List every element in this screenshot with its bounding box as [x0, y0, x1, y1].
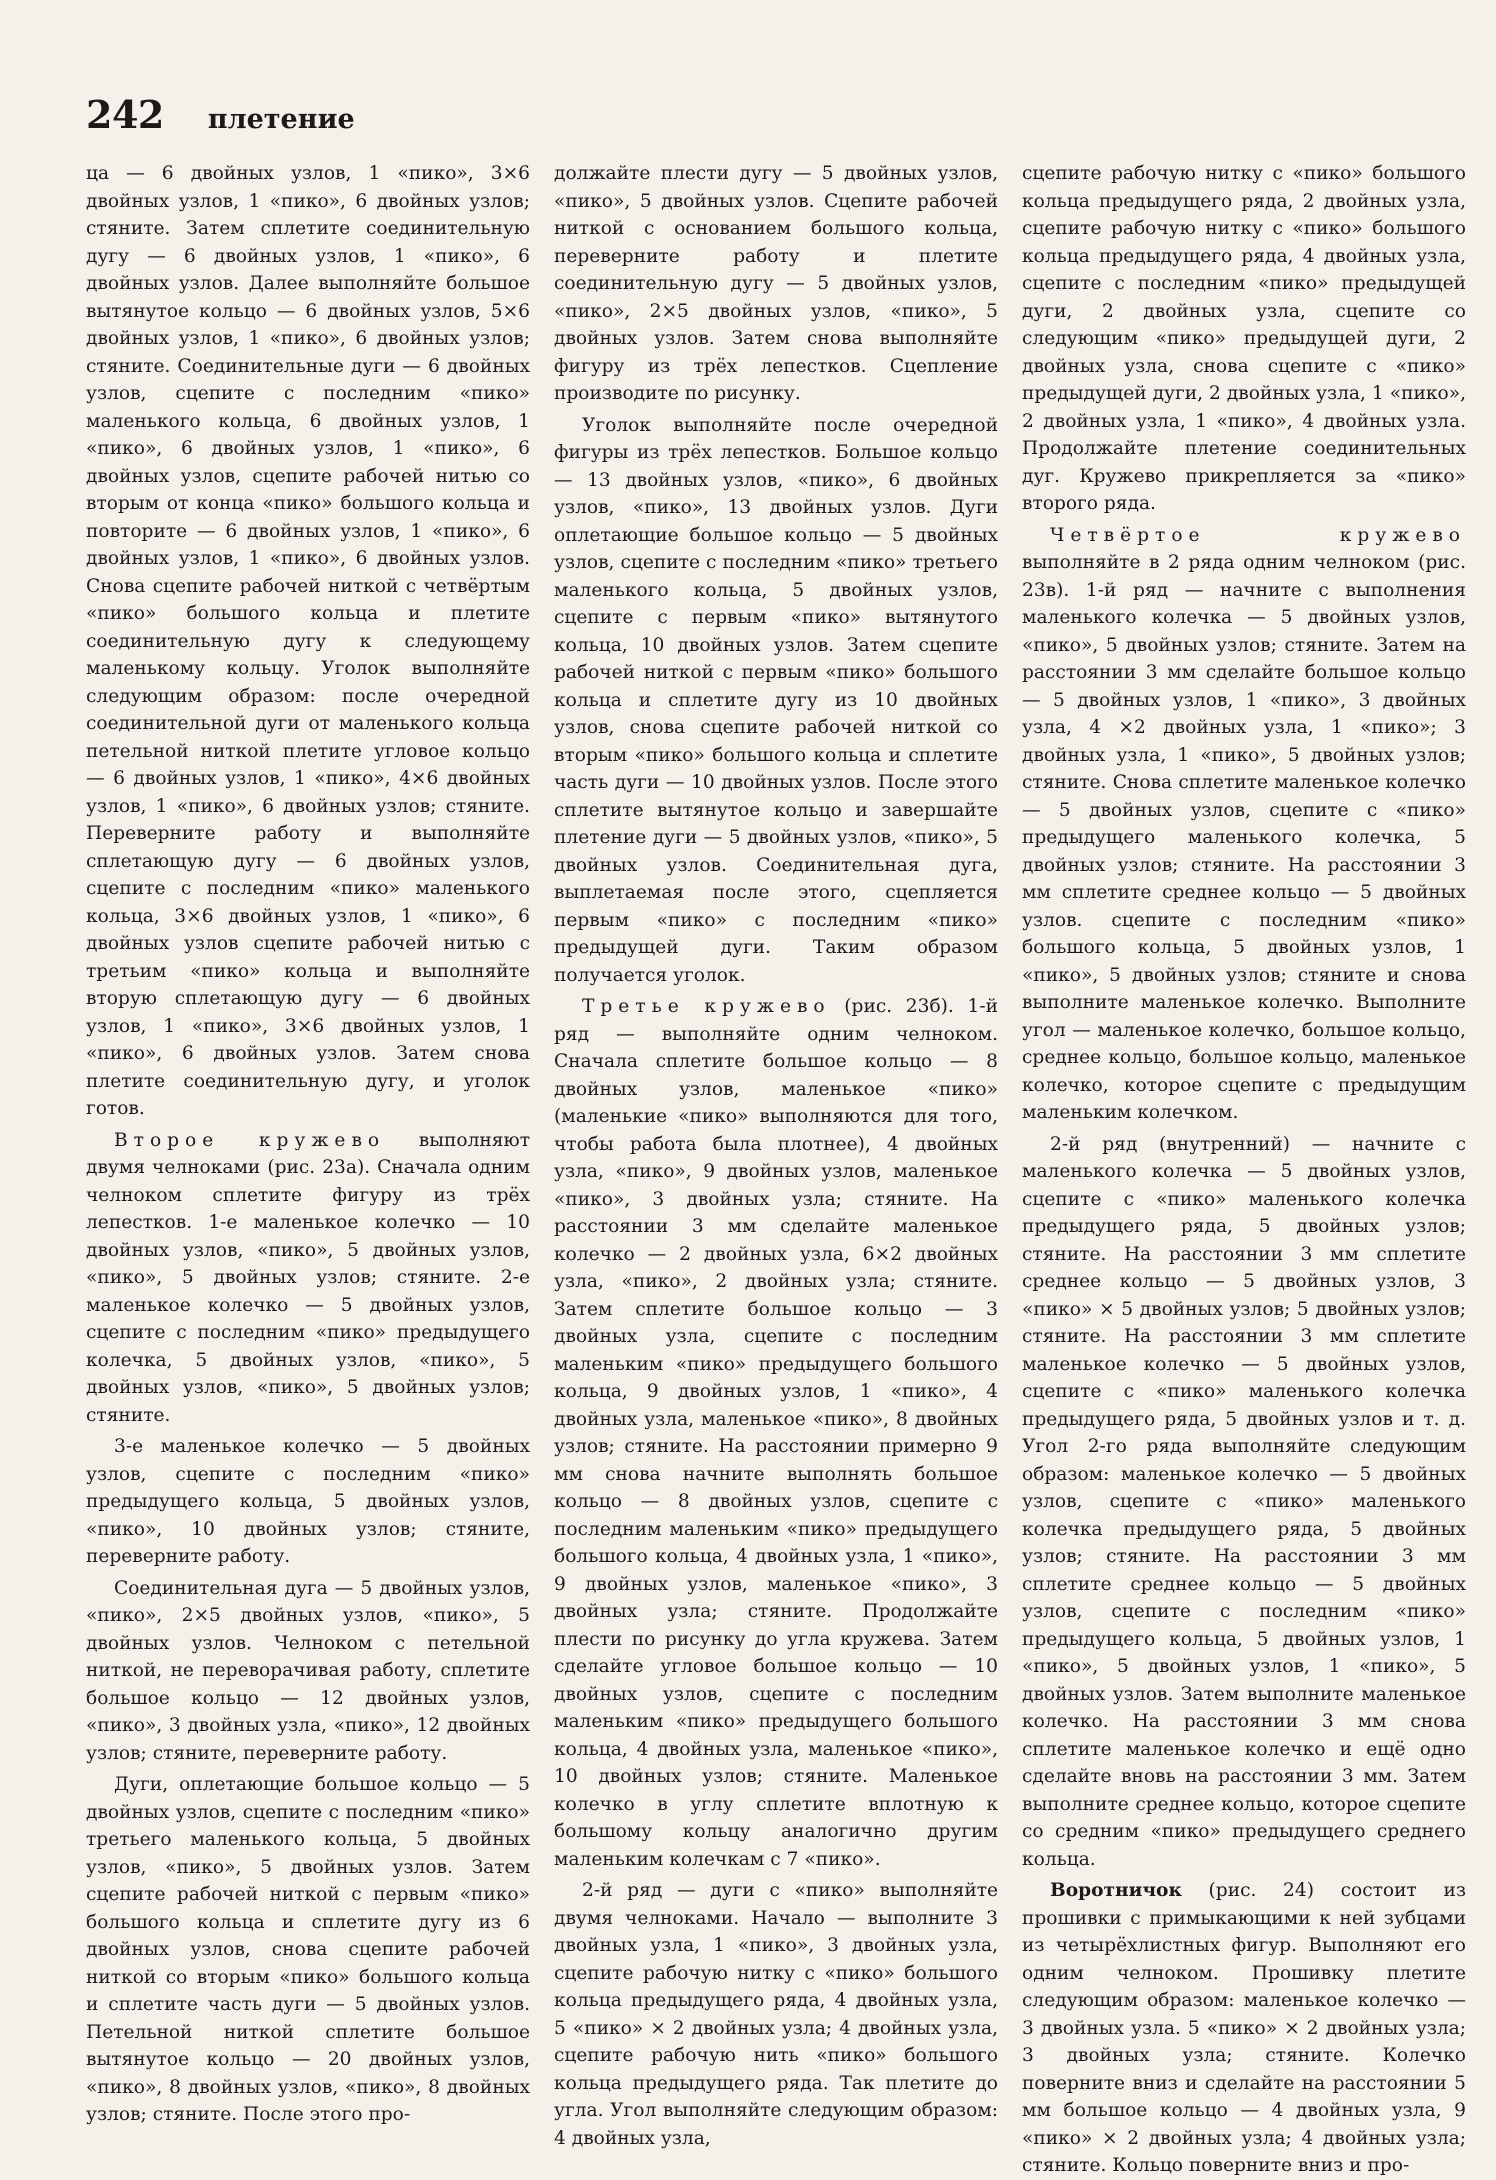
paragraph: [554, 412, 998, 990]
paragraph: [1022, 522, 1466, 1127]
paragraph: [1022, 160, 1466, 518]
paragraph-text: Дуги, оплетающие большое кольцо — 5 двойных узлов, сцепите с последним «пико» третьего маленького кольца, 5 двойных узлов, «пико», 5 двойных узлов. Затем сцепите рабочей ниткой с первым «пико» большого кольца и сплетите дугу из 6 двойных узлов, снова сцепите рабочей ниткой со вторым «пико» большого кольца и сплетите часть дуги — 5 двойных узлов. Петельной ниткой сплетите большое вытянутое кольцо — 20 двойных узлов, «пико», 8 двойных узлов, «пико», 8 двойных узлов; стяните. После этого про-: [86, 1774, 530, 2125]
collar-heading: Воротничок: [1050, 1880, 1182, 1901]
paragraph-text: должайте плести дугу — 5 двойных узлов, «пико», 5 двойных узлов. Сцепите рабочей ниткой с основанием большого кольца, переверните работу и плетите соединительную дугу — 5 двойных узлов, «пико», 2×5 двойных узлов, «пико», 5 двойных узлов. Затем снова выполняйте фигуру из трёх лепестков. Сцепление производите по рисунку.: [554, 163, 998, 404]
paragraph-text: (рис. 24) состоит из прошивки с примыкающими к ней зубцами из четырёхлистных фигур. Выполняют его одним челноком. Прошивку плетите следующим образом: маленькое колечко — 3 двойных узла. 5 «пико» × 2 двойных узла; 3 двойных узла; стяните. Колечко поверните вниз и сделайте на расстоянии 5 мм большое кольцо — 4 двойных узла, 9 «пико» × 2 двойных узла; 4 двойных узла; стяните. Кольцо поверните вниз и про-: [1022, 1880, 1466, 2176]
paragraph-text: ца — 6 двойных узлов, 1 «пико», 3×6 двойных узлов, 1 «пико», 6 двойных узлов; стяните. Затем сплетите соединительную дугу — 6 двойных узлов, 1 «пико», 6 двойных узлов. Далее выполняйте большое вытянутое кольцо — 6 двойных узлов, 5×6 двойных узлов, 1 «пико», 6 двойных узлов; стяните. Соединительные дуги — 6 двойных узлов, сцепите с последним «пико» маленького кольца, 6 двойных узлов, 1 «пико», 6 двойных узлов, 1 «пико», 6 двойных узлов, сцепите рабочей нитью со вторым от конца «пико» большого кольца и повторите — 6 двойных узлов, 1 «пико», 6 двойных узлов, 1 «пико», 6 двойных узлов. Снова сцепите рабочей ниткой с четвёртым «пико» большого кольца и плетите соединительную дугу к следующему маленькому кольцу. Уголок выполняйте следующим образом: после очередной соединительной дуги от маленького кольца петельной ниткой плетите угловое кольцо — 6 двойных узлов, 1 «пико», 4×6 двойных узлов, 1 «пико», 6 двойных узлов; стяните. Переверните работу и выполняйте сплетающую дугу — 6 двойных узлов, сцепите с последним «пико» маленького кольца, 3×6 двойных узлов, 1 «пико», 6 двойных узлов сцепите рабочей нитью с третьим «пико» кольца и выполняйте вторую сплетающую дугу — 6 двойных узлов, 1 «пико», 3×6 двойных узлов, 1 «пико», 6 двойных узлов. Затем снова плетите соединительную дугу, и уголок готов.: [86, 163, 530, 1119]
paragraph: [86, 1433, 530, 1571]
paragraph-text: Соединительная дуга — 5 двойных узлов, «пико», 2×5 двойных узлов, «пико», 5 двойных узлов. Челноком с петельной ниткой, не переворачивая работу, сплетите большое кольцо — 12 двойных узлов, «пико», 3 двойных узла, «пико», 12 двойных узлов; стяните, переверните работу.: [86, 1577, 530, 1764]
paragraph: [1022, 1131, 1466, 1874]
lace-heading: Второе кружево: [114, 1129, 386, 1151]
lace-heading: Четвёртое кружево: [1050, 524, 1466, 546]
paragraph: [1022, 1877, 1466, 2180]
paragraph: [554, 160, 998, 408]
paragraph-text: сцепите рабочую нитку с «пико» большого кольца предыдущего ряда, 2 двойных узла, сцепите рабочую нитку с «пико» большого кольца предыдущего ряда, 4 двойных узла, сцепите с последним «пико» предыдущей дуги, 2 двойных узла, сцепите со следующим «пико» предыдущей дуги, 2 двойных узла, снова сцепите с «пико» предыдущей дуги, 2 двойных узла, 1 «пико», 2 двойных узла, 1 «пико», 4 двойных узла. Продолжайте плетение соединительных дуг. Кружево прикрепляется за «пико» второго ряда.: [1022, 163, 1466, 514]
column-1: [86, 160, 530, 2180]
paragraph: [86, 1575, 530, 1768]
paragraph: [86, 1771, 530, 2129]
paragraph-text: 3-е маленькое колечко — 5 двойных узлов, сцепите с последним «пико» предыдущего кольца, 5 двойных узлов, «пико», 10 двойных узлов; стяните, переверните работу.: [86, 1436, 530, 1567]
section-title: плетение: [207, 104, 355, 135]
page-header: [86, 92, 355, 137]
paragraph-text: (рис. 23б). 1-й ряд — выполняйте одним челноком. Сначала сплетите большое кольцо — 8 двойных узлов, маленькое «пико» (маленькие «пико» выполняются для того, чтобы работа была плотнее), 4 двойных узла, «пико», 9 двойных узлов, маленькое «пико», 3 двойных узла; стяните. На расстоянии 3 мм сделайте маленькое колечко — 2 двойных узла, 6×2 двойных узла, «пико», 2 двойных узла; стяните. Затем сплетите большое кольцо — 3 двойных узла, сцепите с последним маленьким «пико» предыдущего большого кольца, 9 двойных узлов, 1 «пико», 4 двойных узла, маленькое «пико», 8 двойных узлов; стяните. На расстоянии примерно 9 мм снова начните выполнять большое кольцо — 8 двойных узлов, сцепите с последним маленьким «пико» предыдущего большого кольца, 4 двойных узла, 1 «пико», 9 двойных узлов, маленькое «пико», 3 двойных узла; стяните. Продолжайте плести по рисунку до угла кружева. Затем сделайте угловое большое кольцо — 10 двойных узлов, сцепите с последним маленьким «пико» предыдущего большого кольца, 4 двойных узла, маленькое «пико», 10 двойных узлов; стяните. Маленькое колечко в углу сплетите вплотную к большому кольцу аналогично другим маленьким колечкам с 7 «пико».: [554, 996, 998, 1870]
page-number: 242: [86, 92, 164, 137]
paragraph-text: 2-й ряд — дуги с «пико» выполняйте двумя челноками. Начало — выполните 3 двойных узла, 1 «пико», 3 двойных узла, сцепите рабочую нитку с «пико» большого кольца предыдущего ряда, 4 двойных узла, 5 «пико» × 2 двойных узла; 4 двойных узла, сцепите рабочую нить «пико» большого кольца предыдущего ряда. Так плетите до угла. Угол выполняйте следующим образом: 4 двойных узла,: [554, 1880, 998, 2149]
paragraph-text: выполняйте в 2 ряда одним челноком (рис. 23в). 1-й ряд — начните с выполнения маленького колечка — 5 двойных узлов, «пико», 5 двойных узлов; стяните. Затем на расстоянии 3 мм сделайте большое кольцо — 5 двойных узлов, 1 «пико», 3 двойных узла, 4 ×2 двойных узла, 1 «пико»; 3 двойных узла, 1 «пико», 5 двойных узлов; стяните. Снова сплетите маленькое колечко — 5 двойных узлов, сцепите с «пико» предыдущего маленького колечка, 5 двойных узлов; стяните. На расстоянии 3 мм сплетите среднее кольцо — 5 двойных узлов. сцепите с последним «пико» большого кольца, 5 двойных узлов, 1 «пико», 5 двойных узлов; стяните и снова выполните маленькое колечко. Выполните угол — маленькое колечко, большое кольцо, среднее кольцо, большое кольцо, маленькое колечко, которое сцепите с предыдущим маленьким колечком.: [1022, 552, 1466, 1123]
paragraph-text: 2-й ряд (внутренний) — начните с маленького колечка — 5 двойных узлов, сцепите с «пико» маленького колечка предыдущего ряда, 5 двойных узлов; стяните. На расстоянии 3 мм сплетите среднее кольцо — 5 двойных узлов, 3 «пико» × 5 двойных узлов; 5 двойных узлов; стяните. На расстоянии 3 мм сплетите маленькое колечко — 5 двойных узлов, сцепите с «пико» маленького колечка предыдущего ряда, 5 двойных узлов и т. д. Угол 2-го ряда выполняйте следующим образом: маленькое колечко — 5 двойных узлов, сцепите с «пико» маленького колечка предыдущего ряда, 5 двойных узлов; стяните. На расстоянии 3 мм сплетите среднее кольцо — 5 двойных узлов, сцепите с последним «пико» предыдущего кольца, 5 двойных узлов, 1 «пико», 5 двойных узлов, 1 «пико», 5 двойных узлов. Затем выполните маленькое колечко. На расстоянии 3 мм снова сплетите маленькое колечко и ещё одно сделайте вновь на расстоянии 3 мм. Затем выполните среднее кольцо, которое сцепите со средним «пико» предыдущего среднего кольца.: [1022, 1133, 1466, 1870]
column-3: [1022, 160, 1466, 2180]
paragraph-text: Уголок выполняйте после очередной фигуры из трёх лепестков. Большое кольцо — 13 двойных узлов, «пико», 6 двойных узлов, «пико», 13 двойных узлов. Дуги оплетающие большое кольцо — 5 двойных узлов, сцепите с последним «пико» третьего маленького кольца, 5 двойных узлов, сцепите с первым «пико» вытянутого кольца, 10 двойных узлов. Затем сцепите рабочей ниткой с первым «пико» большого кольца и сплетите дугу из 10 двойных узлов, снова сцепите рабочей ниткой со вторым «пико» большого кольца и сплетите часть дуги — 10 двойных узлов. После этого сплетите вытянутое кольцо и завершайте плетение дуги — 5 двойных узлов, «пико», 5 двойных узлов. Соединительная дуга, выплетаемая после этого, сцепляется первым «пико» с последним «пико» предыдущей дуги. Таким образом получается уголок.: [554, 414, 998, 986]
paragraph: [554, 1877, 998, 2152]
paragraph-text: выполняют двумя челноками (рис. 23а). Сначала одним челноком сплетите фигуру из трёх лепестков. 1-е маленькое колечко — 10 двойных узлов, «пико», 5 двойных узлов, «пико», 5 двойных узлов; стяните. 2-е маленькое колечко — 5 двойных узлов, сцепите с последним «пико» предыдущего колечка, 5 двойных узлов, «пико», 5 двойных узлов, «пико», 5 двойных узлов; стяните.: [86, 1129, 530, 1426]
paragraph: [554, 993, 998, 1873]
paragraph: [86, 160, 530, 1123]
lace-heading: Третье кружево: [582, 996, 831, 1017]
paragraph: [86, 1127, 530, 1430]
text-columns: [86, 160, 1466, 2180]
column-2: [554, 160, 998, 2180]
